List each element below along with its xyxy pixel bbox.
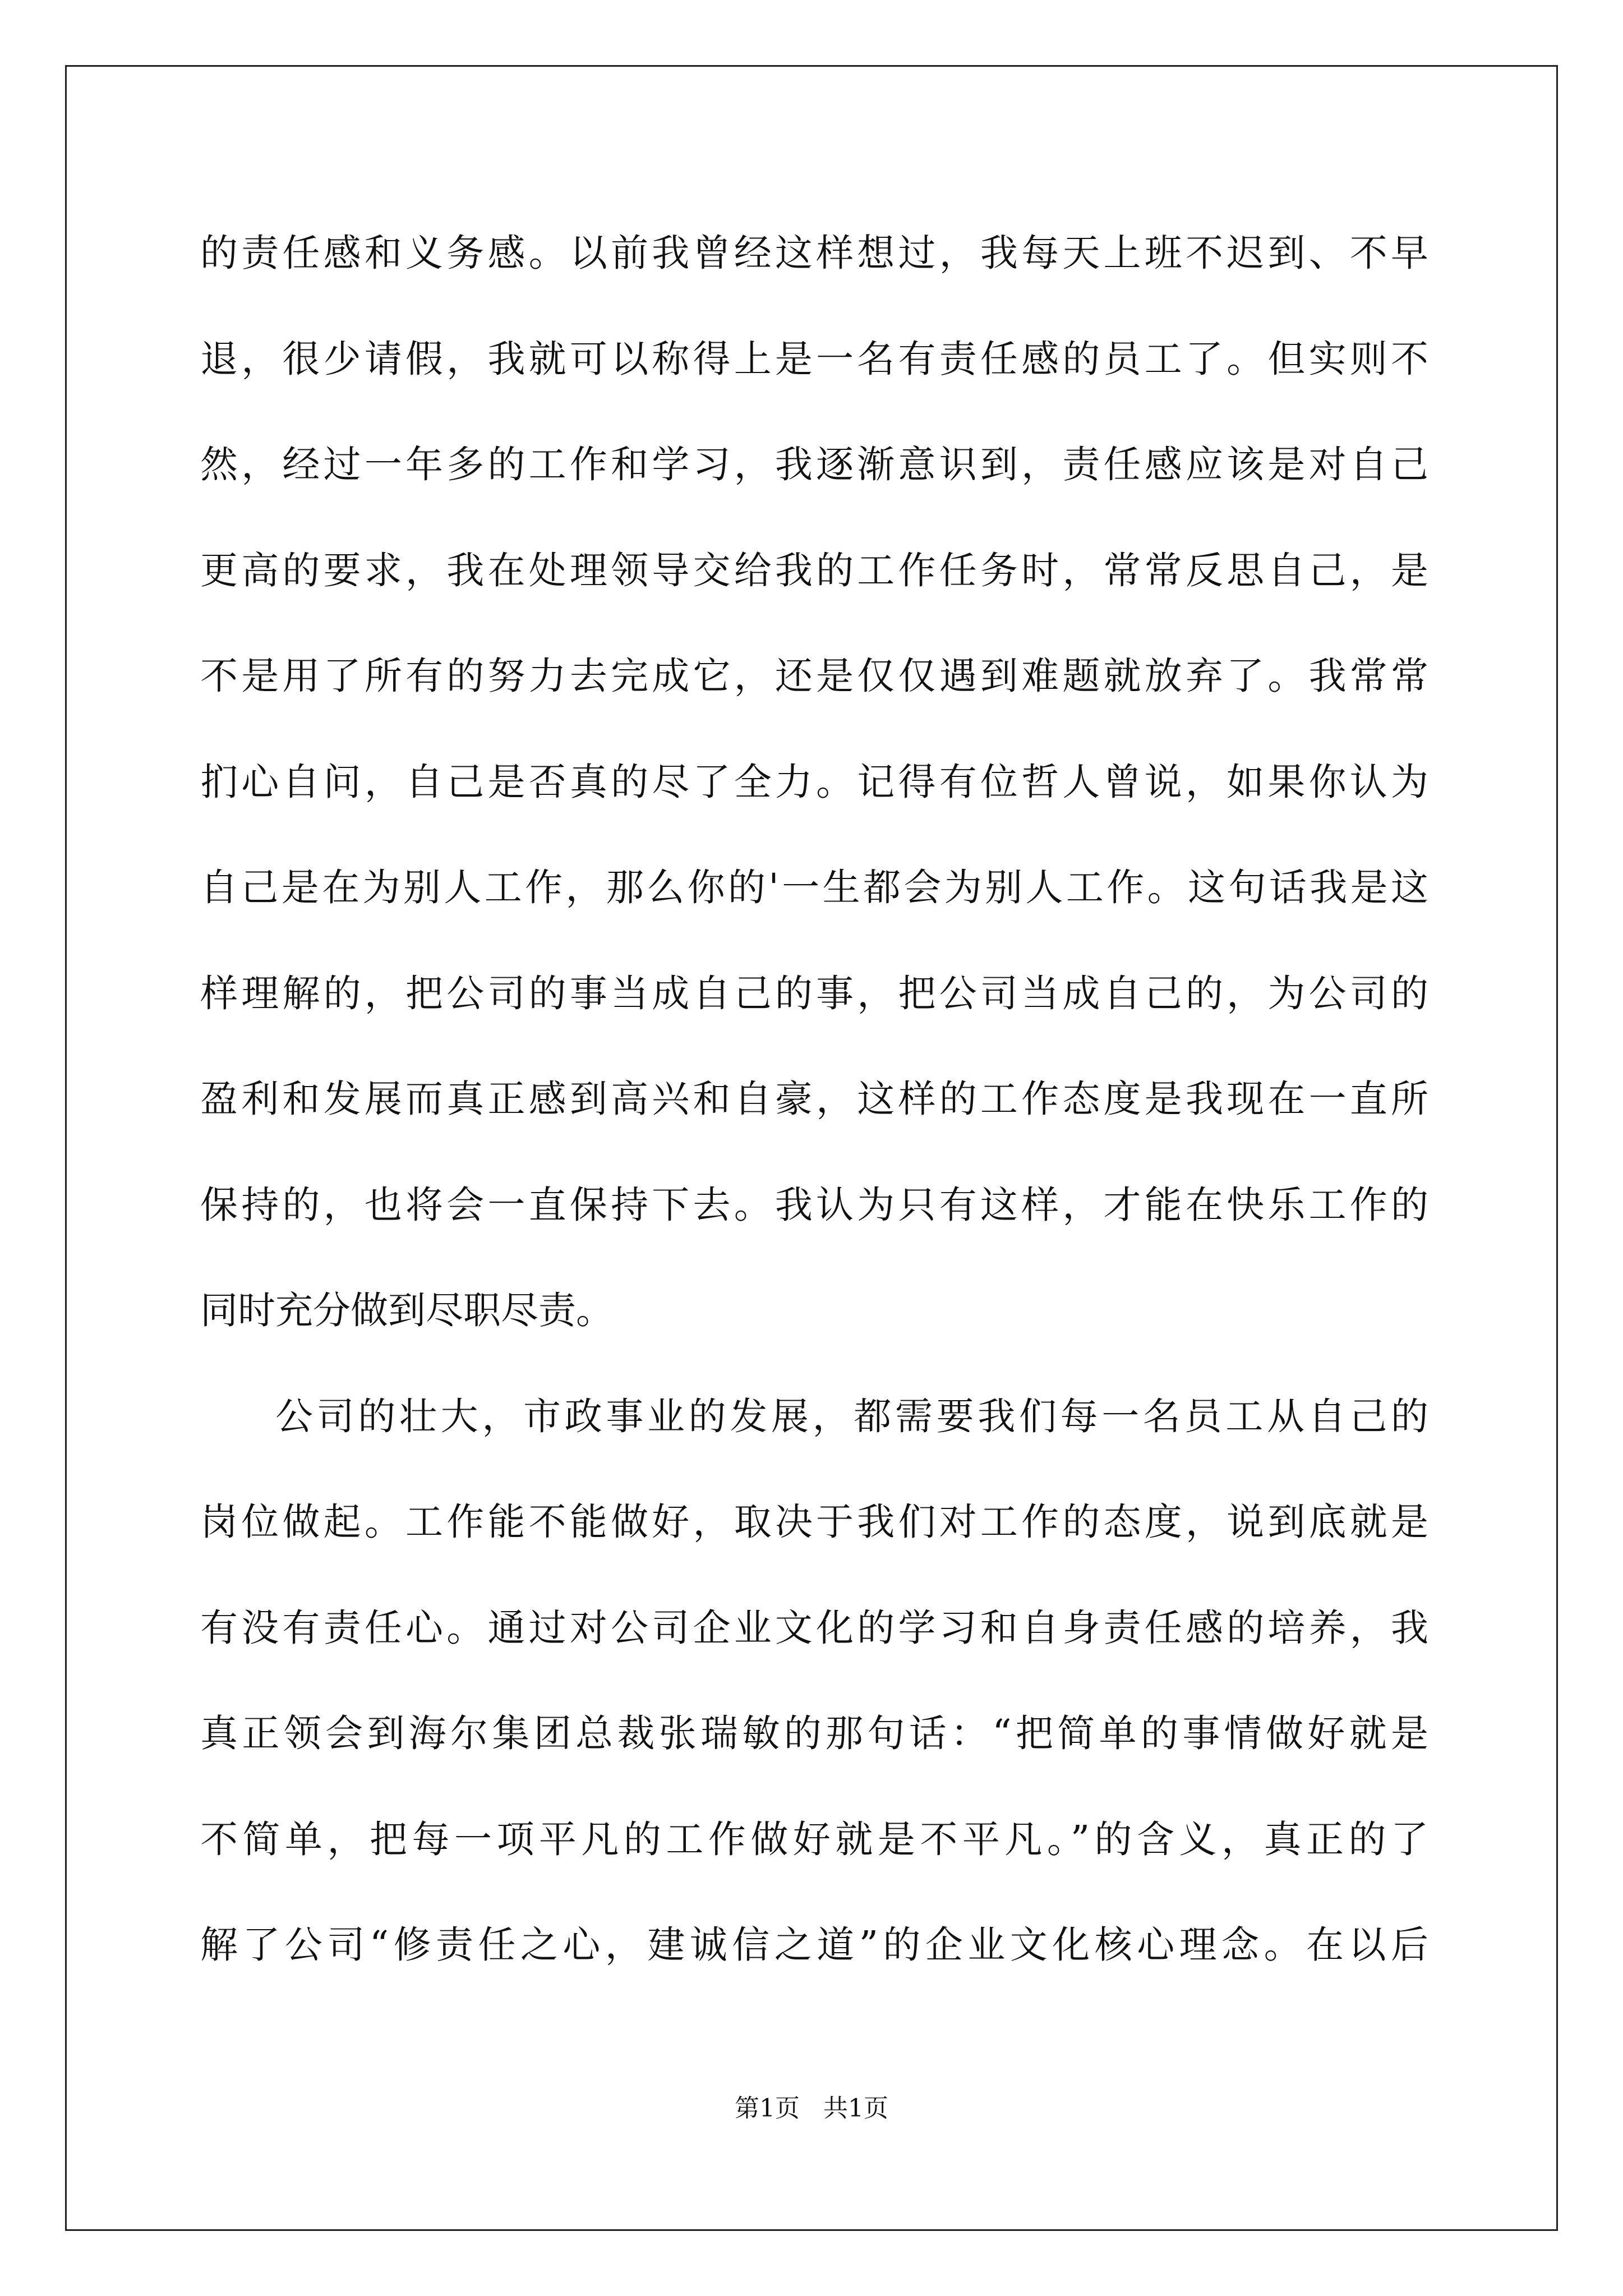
text-line: 公司的壮大，市政事业的发展，都需要我们每一名员工从自己的 — [275, 1394, 1428, 1438]
text-line: 盈利和发展而真正感到高兴和自豪，这样的工作态度是我现在一直所 — [200, 1077, 1428, 1121]
text-line: 有没有责任心。通过对公司企业文化的学习和自身责任感的培养，我 — [200, 1605, 1428, 1650]
text-line: 同时充分做到尽职尽责。 — [200, 1289, 614, 1332]
text-line: 扪心自问，自己是否真的尽了全力。记得有位哲人曾说，如果你认为 — [200, 760, 1428, 804]
text-line: 不简单，把每一项平凡的工作做好就是不平凡。”的含义，真正的了 — [200, 1817, 1428, 1861]
text-line: 岗位做起。工作能不能做好，取决于我们对工作的态度，说到底就是 — [200, 1500, 1428, 1544]
text-line: 不是用了所有的努力去完成它，还是仅仅遇到难题就放弃了。我常常 — [200, 654, 1428, 698]
text-line: 退，很少请假，我就可以称得上是一名有责任感的员工了。但实则不 — [200, 337, 1428, 381]
text-line: 自己是在为别人工作，那么你的'一生都会为别人工作。这句话我是这 — [200, 866, 1428, 909]
text-line: 的责任感和义务感。以前我曾经这样想过，我每天上班不迟到、不早 — [200, 231, 1428, 275]
text-line: 样理解的，把公司的事当成自己的事，把公司当成自己的，为公司的 — [200, 971, 1428, 1015]
text-line: 解了公司“修责任之心，建诚信之道”的企业文化核心理念。在以后 — [200, 1923, 1428, 1967]
page-number-footer: 第1页 共1页 — [735, 2094, 888, 2123]
text-line: 真正领会到海尔集团总裁张瑞敏的那句话：“把简单的事情做好就是 — [200, 1711, 1428, 1755]
text-line: 更高的要求，我在处理领导交给我的工作任务时，常常反思自己，是 — [200, 548, 1428, 592]
text-line: 保持的，也将会一直保持下去。我认为只有这样，才能在快乐工作的 — [200, 1182, 1428, 1227]
document-body — [200, 200, 1428, 1998]
text-line: 然，经过一年多的工作和学习，我逐渐意识到，责任感应该是对自己 — [200, 443, 1428, 486]
